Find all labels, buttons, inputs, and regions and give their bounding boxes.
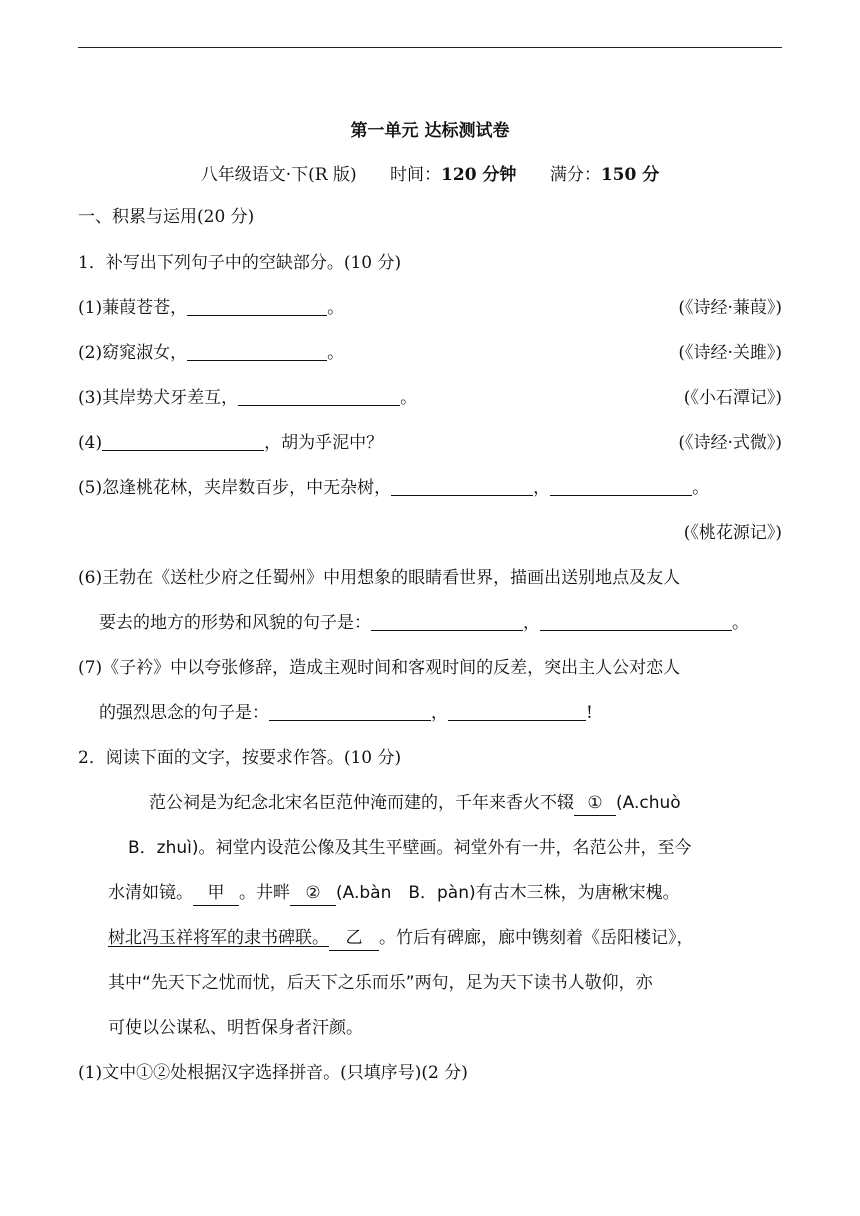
passage-line-5: 其中“先天下之忧而忧，后天下之乐而乐”两句，足为天下读书人敬仰，亦 [108, 973, 653, 993]
answer-blank[interactable] [238, 387, 400, 406]
passage-line-6: 可使以公谋私、明哲保身者汗颜。 [108, 1018, 363, 1038]
q2-subquestion-1: (1)文中①②处根据汉字选择拼音。(只填序号)(2 分) [78, 1063, 468, 1083]
score-info: 满分：150 分 [549, 165, 660, 185]
q1-item-1-source: (《诗经·蒹葭》) [678, 298, 782, 318]
answer-blank[interactable] [391, 477, 533, 496]
time-info: 时间：120 分钟 [390, 165, 517, 185]
answer-blank[interactable] [187, 342, 327, 361]
q1-item-7-line1: (7)《子衿》中以夸张修辞，造成主观时间和客观时间的反差，突出主人公对恋人 [78, 658, 681, 678]
answer-blank[interactable] [187, 297, 327, 316]
q1-item-1: (1)蒹葭苍苍， 。 [78, 298, 345, 318]
q1-item-3: (3)其岸势犬牙差互， 。 [78, 388, 418, 408]
header-rule [78, 47, 782, 48]
answer-blank[interactable] [448, 702, 586, 721]
q1-item-6-line1: (6)王勃在《送杜少府之任蜀州》中用想象的眼睛看世界，描画出送别地点及友人 [78, 568, 681, 588]
passage-line-3: 水清如镜。 甲 。井畔 ② (A.bàn B．pàn)有古木三株，为唐楸宋槐。 [108, 881, 680, 906]
q1-item-4-source: (《诗经·式微》) [678, 433, 782, 453]
answer-blank[interactable] [102, 432, 264, 451]
answer-blank[interactable] [550, 477, 692, 496]
passage-line-1: 范公祠是为纪念北宋名臣范仲淹而建的，千年来香火不辍 ① (A.chuò [149, 791, 681, 816]
q1-item-5: (5)忽逢桃花林，夹岸数百步，中无杂树， ， 。 [78, 478, 710, 498]
passage-line-4: 树北冯玉祥将军的隶书碑联。 乙 。竹后有碑廊，廊中镌刻着《岳阳楼记》， [108, 926, 694, 951]
blank-marker-1[interactable]: ① [574, 791, 616, 816]
page-title: 第一单元 达标测试卷 [350, 121, 510, 141]
answer-blank[interactable] [540, 612, 732, 631]
q1-item-2-source: (《诗经·关雎》) [678, 343, 782, 363]
section-heading: 一、积累与运用(20 分) [78, 207, 255, 227]
passage-line-2: B．zhuì)。祠堂内设范公像及其生平壁画。祠堂外有一井，名范公井，至今 [128, 838, 692, 858]
underlined-sentence: 树北冯玉祥将军的隶书碑联。 [108, 928, 329, 948]
blank-marker-yi[interactable]: 乙 [329, 926, 379, 951]
exam-info [0, 160, 860, 185]
blank-marker-jia[interactable]: 甲 [193, 881, 239, 906]
grade-label: 八年级语文·下(R 版) [200, 165, 357, 185]
q1-item-4: (4) ，胡为乎泥中？ [78, 433, 384, 453]
q1-item-5-source: (《桃花源记》) [683, 523, 782, 543]
q1-item-2: (2)窈窕淑女， 。 [78, 343, 345, 363]
q1-item-6-line2: 要去的地方的形势和风貌的句子是： ， 。 [99, 613, 749, 633]
question-2-stem: 2．阅读下面的文字，按要求作答。(10 分) [78, 748, 402, 768]
blank-marker-2[interactable]: ② [290, 881, 336, 906]
question-1-stem: 1．补写出下列句子中的空缺部分。(10 分) [78, 253, 402, 273]
q1-item-7-line2: 的强烈思念的句子是： ， ! [99, 703, 593, 723]
answer-blank[interactable] [269, 702, 431, 721]
q1-item-3-source: (《小石潭记》) [683, 388, 782, 408]
answer-blank[interactable] [371, 612, 523, 631]
